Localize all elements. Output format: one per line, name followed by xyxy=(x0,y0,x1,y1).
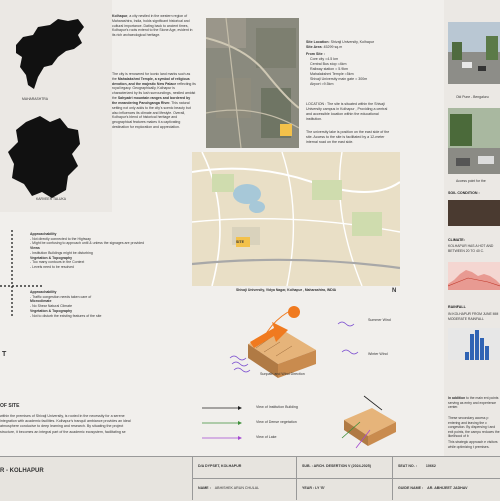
addition-paragraph xyxy=(448,396,500,410)
road-photo xyxy=(448,22,500,84)
state-label: MAHARASHTRA xyxy=(22,97,48,101)
access-note: The university lake is position on the east side of the site. Access to the site is facilitated by a 12-meter internal road on the east side. xyxy=(306,130,390,144)
rainfall-chart xyxy=(448,328,500,360)
addition-lead: In addition xyxy=(448,396,466,400)
distance-item: Shivaji University main gate = 300m xyxy=(310,77,368,82)
intro-paragraph xyxy=(112,14,196,38)
guide-row xyxy=(398,486,468,490)
strategic-paragraph: This strategic approach e visitors while optimizing t premises. xyxy=(448,440,498,449)
approachability-heading-2: Approachability xyxy=(30,290,57,294)
address-label: D/A DYPSET, KOLHAPUR xyxy=(198,464,242,468)
paragraph-line: atmosphere conducive to deep learning and research. By situating the project xyxy=(0,424,124,429)
rainfall-text: IN KOLHAPUR FROM JUNE MM MODERATE RAINFALL xyxy=(448,312,499,321)
sun-icon xyxy=(288,306,300,318)
analysis-line: - Levels need to be resolved xyxy=(30,265,74,270)
site-context-map xyxy=(192,152,400,286)
access-photo-caption: Access point for the xyxy=(456,179,486,183)
distance-item: Central Bus stop =4km xyxy=(310,62,347,67)
views-heading: Views xyxy=(30,246,40,251)
name-row xyxy=(198,486,259,490)
guide-label: GUIDE NAME : xyxy=(398,486,424,490)
analysis-line: - Might be confusing to approach until & unless the signages are provided xyxy=(30,241,145,246)
site-map-caption: Shivaji University, Vidya Nagar, Kolhapur , Maharashtra, INDIA xyxy=(236,288,337,292)
guide-value: AR. ABHIJEET JADHAV xyxy=(427,486,468,490)
paragraph-line: within the premises of Shivaji University, is rooted in the necessity for a serene xyxy=(0,414,125,418)
swot-letter: T xyxy=(2,351,7,358)
location-note: LOCATION : The site is situated within the Shivaji University campus in Kolhapur , Providing a central and accessible location within the educational institution. xyxy=(306,102,388,121)
north-arrow: N xyxy=(392,288,397,294)
secondary-paragraph: These secondary access p entering and leaving the c congestion. By dispersing t and exit points, the campu reduces the likelihood of b xyxy=(448,416,500,439)
analysis-line: - Not directly connected to the Highway xyxy=(30,236,91,241)
analysis-line: - Not to disturb the existing features of the site xyxy=(30,313,102,318)
microclimate-heading: Microclimate xyxy=(30,299,52,304)
legend-vegetation-label: View of Dense vegetation xyxy=(256,420,297,424)
district-label: KARVEER TALUKA xyxy=(36,197,66,201)
intro-text-4: This natural setting not only adds to the city's scenic beauty but also influences its climate and lifestyle. Overall, Kolhapur's blend of historical heritage and geographical features makes it a captivating destination for exploration and appreciation. xyxy=(112,100,191,130)
legend-institution-label: View of Institution Building xyxy=(256,405,298,409)
project-title: R - KOLHAPUR xyxy=(0,468,44,474)
year-label: YEAR : LY 'B' xyxy=(302,486,325,490)
distance-item: Mahalakshmi Temple =5km xyxy=(310,72,354,77)
maharashtra-map xyxy=(8,15,88,93)
seat-label: SEAT NO. : xyxy=(398,464,417,468)
climate-text: KOLHAPUR HAS A HOT AND BETWEEN 20 TO 40 C. xyxy=(448,244,494,253)
distance-item: Core city =4.5 km xyxy=(310,57,339,62)
legend-lake-label: View of Lake xyxy=(256,435,277,439)
karveer-taluka-map xyxy=(6,112,86,204)
from-site-label: From Site : xyxy=(306,52,325,57)
site-location-label: Site Location xyxy=(306,40,329,44)
seat-row xyxy=(398,464,436,468)
analysis-line: - Traffic congestion needs taken care of xyxy=(30,294,92,299)
vegetation-heading-2: Vegetation & Topography xyxy=(30,308,73,313)
site-info xyxy=(306,40,392,87)
distance-item: Railway station = 5.9km xyxy=(310,67,349,72)
subject-label: SUB. : ARCH. DESERTION V (2024-2025) xyxy=(302,464,371,468)
distance-list xyxy=(306,57,392,87)
climate-chart xyxy=(448,262,500,290)
vegetation-heading: Vegetation & Topography xyxy=(30,255,73,260)
winter-wind-label: Winter Wind xyxy=(368,352,388,356)
access-point-photo xyxy=(448,108,500,174)
name-value: ABHISHEK ARUN CHULAL xyxy=(214,486,260,490)
site-area-label: Site Area xyxy=(306,45,322,50)
sunpath-label: Sunpath and Wind Direction xyxy=(260,372,305,376)
site-location-value: : Shivaji University, Kolhapur xyxy=(328,40,375,44)
soil-sample xyxy=(448,200,500,226)
analysis-line: - Too many contours in the Context xyxy=(30,260,85,265)
site-map-label: SITE xyxy=(236,240,244,244)
site-justification-paragraph xyxy=(0,414,180,435)
analysis-line: - No Shear Natural Climate xyxy=(30,304,73,309)
site-section-heading: OF SITE xyxy=(0,403,20,409)
intro-lead: Kolhapur xyxy=(112,14,128,18)
seat-value: 10662 xyxy=(425,464,436,468)
intro-paragraph-2 xyxy=(112,72,196,130)
intro-text-3: reflecting its royal legacy. Geographically, Kolhapur is characterized by its lush surroundings, nestled amidst the xyxy=(112,81,196,101)
analysis-line: - Institution Buildings might be disturbing xyxy=(30,250,93,255)
analysis-block-1 xyxy=(30,232,150,270)
intro-text-1: , a city nestled in the western region of Maharashtra, India, holds significant historical and cultural importance. Dating back to ancient times, Kolhapur's roots extend to the Stone Age, evident in its rich archaeological heritage. xyxy=(112,14,193,38)
addition-text: to the main ent points serving as entry and experience center. xyxy=(448,396,499,410)
site-marker xyxy=(280,124,292,136)
summer-wind-label: Summer Wind xyxy=(368,318,391,322)
road-photo-caption: Old Pune - Bengaluru xyxy=(456,95,489,99)
soil-heading: SOIL CONDITION : xyxy=(448,191,480,195)
intro-text-2: The city is renowned for iconic land marks such as the xyxy=(112,72,191,81)
title-row-divider xyxy=(192,478,500,479)
approachability-heading: Approachability xyxy=(30,232,57,236)
satellite-map xyxy=(206,18,299,148)
analysis-block-2 xyxy=(30,290,150,318)
paragraph-line: integration with academic facilities. Kolhapur's tranquil ambiance provides an ideal xyxy=(0,419,131,424)
intro-bold-2: Mahalakshmi Temple, a symbol of religious devotion, and the majestic New Palace xyxy=(112,76,190,86)
climate-heading: CLIMATE: xyxy=(448,238,465,242)
rainfall-heading: RAINFALL xyxy=(448,305,466,309)
paragraph-line: structure, it becomes an integral part of the academic ecosystem, facilitating se xyxy=(0,429,126,434)
distance-item: Airport =9.5km xyxy=(310,82,334,87)
name-label: NAME : xyxy=(198,486,211,490)
site-area-value: : 45299 sq.m xyxy=(321,45,343,50)
intro-bold-3: Sahyadri mountain ranges and bordered by the meandering Panchganga River. xyxy=(112,96,191,105)
